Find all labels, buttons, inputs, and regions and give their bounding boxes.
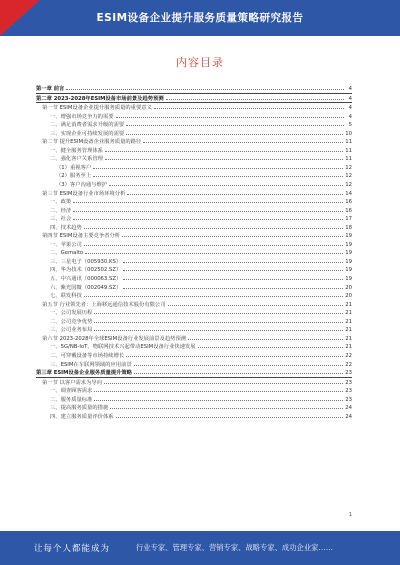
toc-entry[interactable]	[36, 171, 352, 180]
toc-entry[interactable]	[36, 103, 352, 112]
toc-entry-page: 21	[345, 318, 352, 325]
toc-leader-dots	[84, 223, 343, 229]
toc-entry-title: 三、提高服务质量的措施	[50, 405, 109, 412]
toc-leader-dots	[84, 240, 343, 246]
toc-entry-title: 一、政策	[50, 199, 72, 206]
toc-entry-page: 22	[345, 352, 352, 359]
toc-leader-dots	[154, 103, 344, 109]
toc-entry-title: 第二章 2023-2028年ESIM设备市场前景及趋势预测	[36, 95, 164, 102]
toc-leader-dots	[94, 325, 343, 331]
toc-leader-dots	[66, 84, 344, 90]
toc-entry[interactable]	[36, 137, 352, 146]
toc-leader-dots	[188, 334, 343, 340]
toc-leader-dots	[127, 189, 343, 195]
toc-entry[interactable]	[36, 257, 352, 266]
footer-banner	[0, 531, 400, 565]
toc-entry-title: （3）客户沟通与维护	[56, 182, 108, 189]
toc-entry-title: 六、紫光国微（002049.SZ）	[50, 284, 122, 291]
toc-entry-page: 14	[345, 190, 352, 197]
toc-entry[interactable]	[36, 395, 352, 404]
toc-entry[interactable]	[36, 94, 352, 104]
toc-leader-dots	[104, 378, 343, 384]
toc-leader-dots	[73, 197, 343, 203]
toc-leader-dots	[110, 403, 343, 409]
toc-leader-dots	[105, 154, 343, 160]
toc-entry-title: 二、满足消费者需求升级的需要	[50, 122, 125, 129]
toc-entry[interactable]	[36, 274, 352, 283]
toc-entry-title: 第一节 以客户需求为导向	[42, 379, 102, 386]
toc-leader-dots	[126, 351, 343, 357]
toc-entry-title: 二、公司竞争优势	[50, 318, 93, 325]
toc-entry-page: 11	[345, 139, 352, 146]
toc-entry[interactable]	[36, 197, 352, 206]
toc-leader-dots	[93, 163, 343, 169]
toc-entry-title: 四、华为技术（002502.SZ）	[50, 267, 122, 274]
toc-leader-dots	[93, 171, 343, 177]
toc-entry[interactable]	[36, 378, 352, 387]
toc-entry[interactable]	[36, 231, 352, 240]
toc-entry[interactable]	[36, 351, 352, 360]
toc-entry-title: 二、强化客户关系管理	[50, 156, 103, 163]
toc-entry-page: 4	[348, 86, 352, 92]
toc-leader-dots	[166, 94, 344, 100]
table-of-contents	[36, 84, 352, 420]
toc-entry-page: 24	[345, 405, 352, 412]
toc-entry-page: 21	[345, 327, 352, 334]
toc-entry[interactable]	[36, 154, 352, 163]
toc-leader-dots	[134, 360, 344, 366]
toc-entry-title: 四、技术趋势	[50, 224, 82, 231]
toc-entry[interactable]	[36, 265, 352, 274]
toc-entry-title: 二、服务质量标准	[50, 396, 93, 403]
toc-entry-title: 第六节 2023-2028年全球ESIM设备行业发展前景及趋势预测	[42, 335, 187, 342]
toc-entry-title: 第三章 ESIM设备企业服务质量提升策略	[36, 370, 132, 377]
toc-entry-title: 一、调查顾客需求	[50, 388, 93, 395]
toc-entry-page: 19	[345, 233, 352, 240]
toc-entry[interactable]	[36, 223, 352, 232]
toc-entry-page: 21	[345, 344, 352, 351]
footer-tagline: 行业专家、管理专家、营销专家、战略专家、成功企业家……	[136, 543, 334, 552]
toc-entry-page: 21	[345, 335, 352, 342]
toc-entry-page: 23	[345, 396, 352, 403]
toc-leader-dots	[109, 180, 343, 186]
toc-entry-page: 20	[345, 284, 352, 291]
toc-leader-dots	[94, 317, 343, 323]
toc-entry-page: 5	[348, 122, 352, 129]
toc-heading: 内容目录	[176, 56, 224, 69]
toc-entry-page: 12	[345, 173, 352, 180]
toc-leader-dots	[143, 137, 343, 143]
toc-entry[interactable]	[36, 403, 352, 412]
toc-entry-title: 三、三星电子（005930.KS）	[50, 258, 122, 265]
toc-entry-title: 一、公司发展历程	[50, 310, 93, 317]
toc-entry-title: 二、Gemalto	[50, 250, 84, 257]
report-title: ESIM设备企业提升服务质量策略研究报告	[96, 12, 304, 24]
toc-entry-page: 21	[345, 310, 352, 317]
toc-entry-page: 19	[345, 250, 352, 257]
toc-entry-page: 19	[345, 267, 352, 274]
toc-entry-page: 12	[345, 164, 352, 171]
toc-leader-dots	[116, 112, 344, 118]
toc-entry-page: 23	[345, 388, 352, 395]
toc-entry-title: 一、增强市场竞争力的需要	[50, 113, 114, 120]
toc-leader-dots	[73, 206, 343, 212]
toc-entry-title: 一、健全服务管理体系	[50, 147, 103, 154]
toc-entry[interactable]	[36, 248, 352, 257]
toc-entry-title: 三、实现企业可持续发展的需要	[50, 130, 125, 137]
toc-entry-title: 一、苹果公司	[50, 241, 82, 248]
toc-entry-page: 24	[345, 413, 352, 420]
toc-entry-title: 四、建立服务质量评价体系	[50, 413, 114, 420]
toc-leader-dots	[123, 283, 343, 289]
toc-entry-title: 第四节 ESIM设备主要竞争者分析	[42, 233, 121, 240]
toc-entry-page: 23	[345, 370, 352, 377]
toc-entry-page: 4	[348, 105, 352, 112]
toc-leader-dots	[134, 368, 343, 374]
page-number: 1	[348, 512, 352, 518]
toc-entry[interactable]	[36, 342, 352, 351]
toc-entry-title: （2）服务至上	[56, 173, 92, 180]
toc-entry[interactable]	[36, 146, 352, 155]
toc-entry-page: 19	[345, 258, 352, 265]
toc-entry-page: 19	[345, 241, 352, 248]
toc-entry-page: 22	[345, 361, 352, 368]
toc-entry[interactable]	[36, 412, 352, 421]
toc-entry[interactable]	[36, 317, 352, 326]
toc-entry-title: 七、联发科技	[50, 293, 82, 300]
toc-leader-dots	[123, 257, 343, 263]
toc-entry-page: 4	[348, 95, 352, 102]
toc-entry-title: （1）重视客户	[56, 164, 92, 171]
toc-entry-page: 11	[345, 156, 352, 163]
toc-entry-page: 19	[345, 276, 352, 283]
footer-slogan: 让每个人都能成为	[34, 544, 111, 554]
toc-entry[interactable]	[36, 368, 352, 378]
toc-entry-page: 10	[345, 130, 352, 137]
toc-leader-dots	[126, 120, 344, 126]
toc-entry-title: 第三节 ESIM设备行业市场环境分析	[42, 190, 126, 197]
toc-entry-page: 17	[345, 216, 352, 223]
toc-leader-dots	[198, 342, 344, 348]
toc-entry[interactable]	[36, 214, 352, 223]
toc-leader-dots	[94, 308, 343, 314]
toc-entry-page: 12	[345, 182, 352, 189]
toc-entry[interactable]	[36, 180, 352, 189]
toc-entry[interactable]	[36, 84, 352, 94]
toc-leader-dots	[168, 300, 344, 306]
toc-entry[interactable]	[36, 120, 352, 129]
toc-entry-page: 16	[345, 207, 352, 214]
toc-leader-dots	[84, 291, 343, 297]
toc-leader-dots	[73, 214, 343, 220]
toc-entry-title: 一、5G/NB-IoT、物联网技术兴起带动ESIM设备行业快速发展	[50, 344, 196, 351]
toc-leader-dots	[126, 129, 343, 135]
toc-entry-page: 21	[345, 301, 352, 308]
toc-entry-page: 18	[345, 224, 352, 231]
toc-entry[interactable]	[36, 386, 352, 395]
toc-entry-title: 第二节 提升ESIM设备企业服务质量的路径	[42, 139, 142, 146]
toc-entry-title: 二、可穿戴设备等市场持续增长	[50, 352, 125, 359]
toc-entry[interactable]	[36, 163, 352, 172]
toc-entry-title: 三、公司业务布局	[50, 327, 93, 334]
toc-entry-title: 三、社会	[50, 216, 72, 223]
toc-entry[interactable]	[36, 189, 352, 198]
toc-entry-page: 4	[348, 113, 352, 120]
toc-leader-dots	[116, 412, 344, 418]
toc-leader-dots	[94, 395, 343, 401]
toc-leader-dots	[123, 274, 343, 280]
toc-entry-title: 二、经济	[50, 207, 72, 214]
toc-entry-title: 五、中兴通讯（000063.SZ）	[50, 276, 122, 283]
toc-entry-title: 第一节 ESIM设备企业提升服务质量的重要意义	[42, 105, 152, 112]
toc-leader-dots	[105, 146, 343, 152]
toc-entry[interactable]	[36, 325, 352, 334]
toc-leader-dots	[122, 231, 343, 237]
toc-entry[interactable]	[36, 283, 352, 292]
toc-entry-page: 20	[345, 293, 352, 300]
toc-leader-dots	[85, 248, 343, 254]
toc-entry[interactable]	[36, 334, 352, 343]
report-header	[0, 0, 400, 36]
toc-entry[interactable]	[36, 112, 352, 121]
toc-entry-title: 第五节 行业领先者：上海移远通信技术股份有限公司	[42, 301, 166, 308]
toc-leader-dots	[94, 386, 343, 392]
toc-entry[interactable]	[36, 206, 352, 215]
toc-entry[interactable]	[36, 129, 352, 138]
toc-entry[interactable]	[36, 360, 352, 369]
toc-entry-page: 16	[345, 199, 352, 206]
toc-entry-page: 23	[345, 379, 352, 386]
toc-entry[interactable]	[36, 300, 352, 309]
toc-entry[interactable]	[36, 291, 352, 300]
toc-entry[interactable]	[36, 308, 352, 317]
toc-entry-page: 11	[345, 147, 352, 154]
toc-entry-title: 第一章 前言	[36, 86, 65, 92]
toc-leader-dots	[123, 265, 343, 271]
toc-entry[interactable]	[36, 240, 352, 249]
toc-entry-title: 三、ESIM在车联网领域的应用前景	[50, 361, 132, 368]
